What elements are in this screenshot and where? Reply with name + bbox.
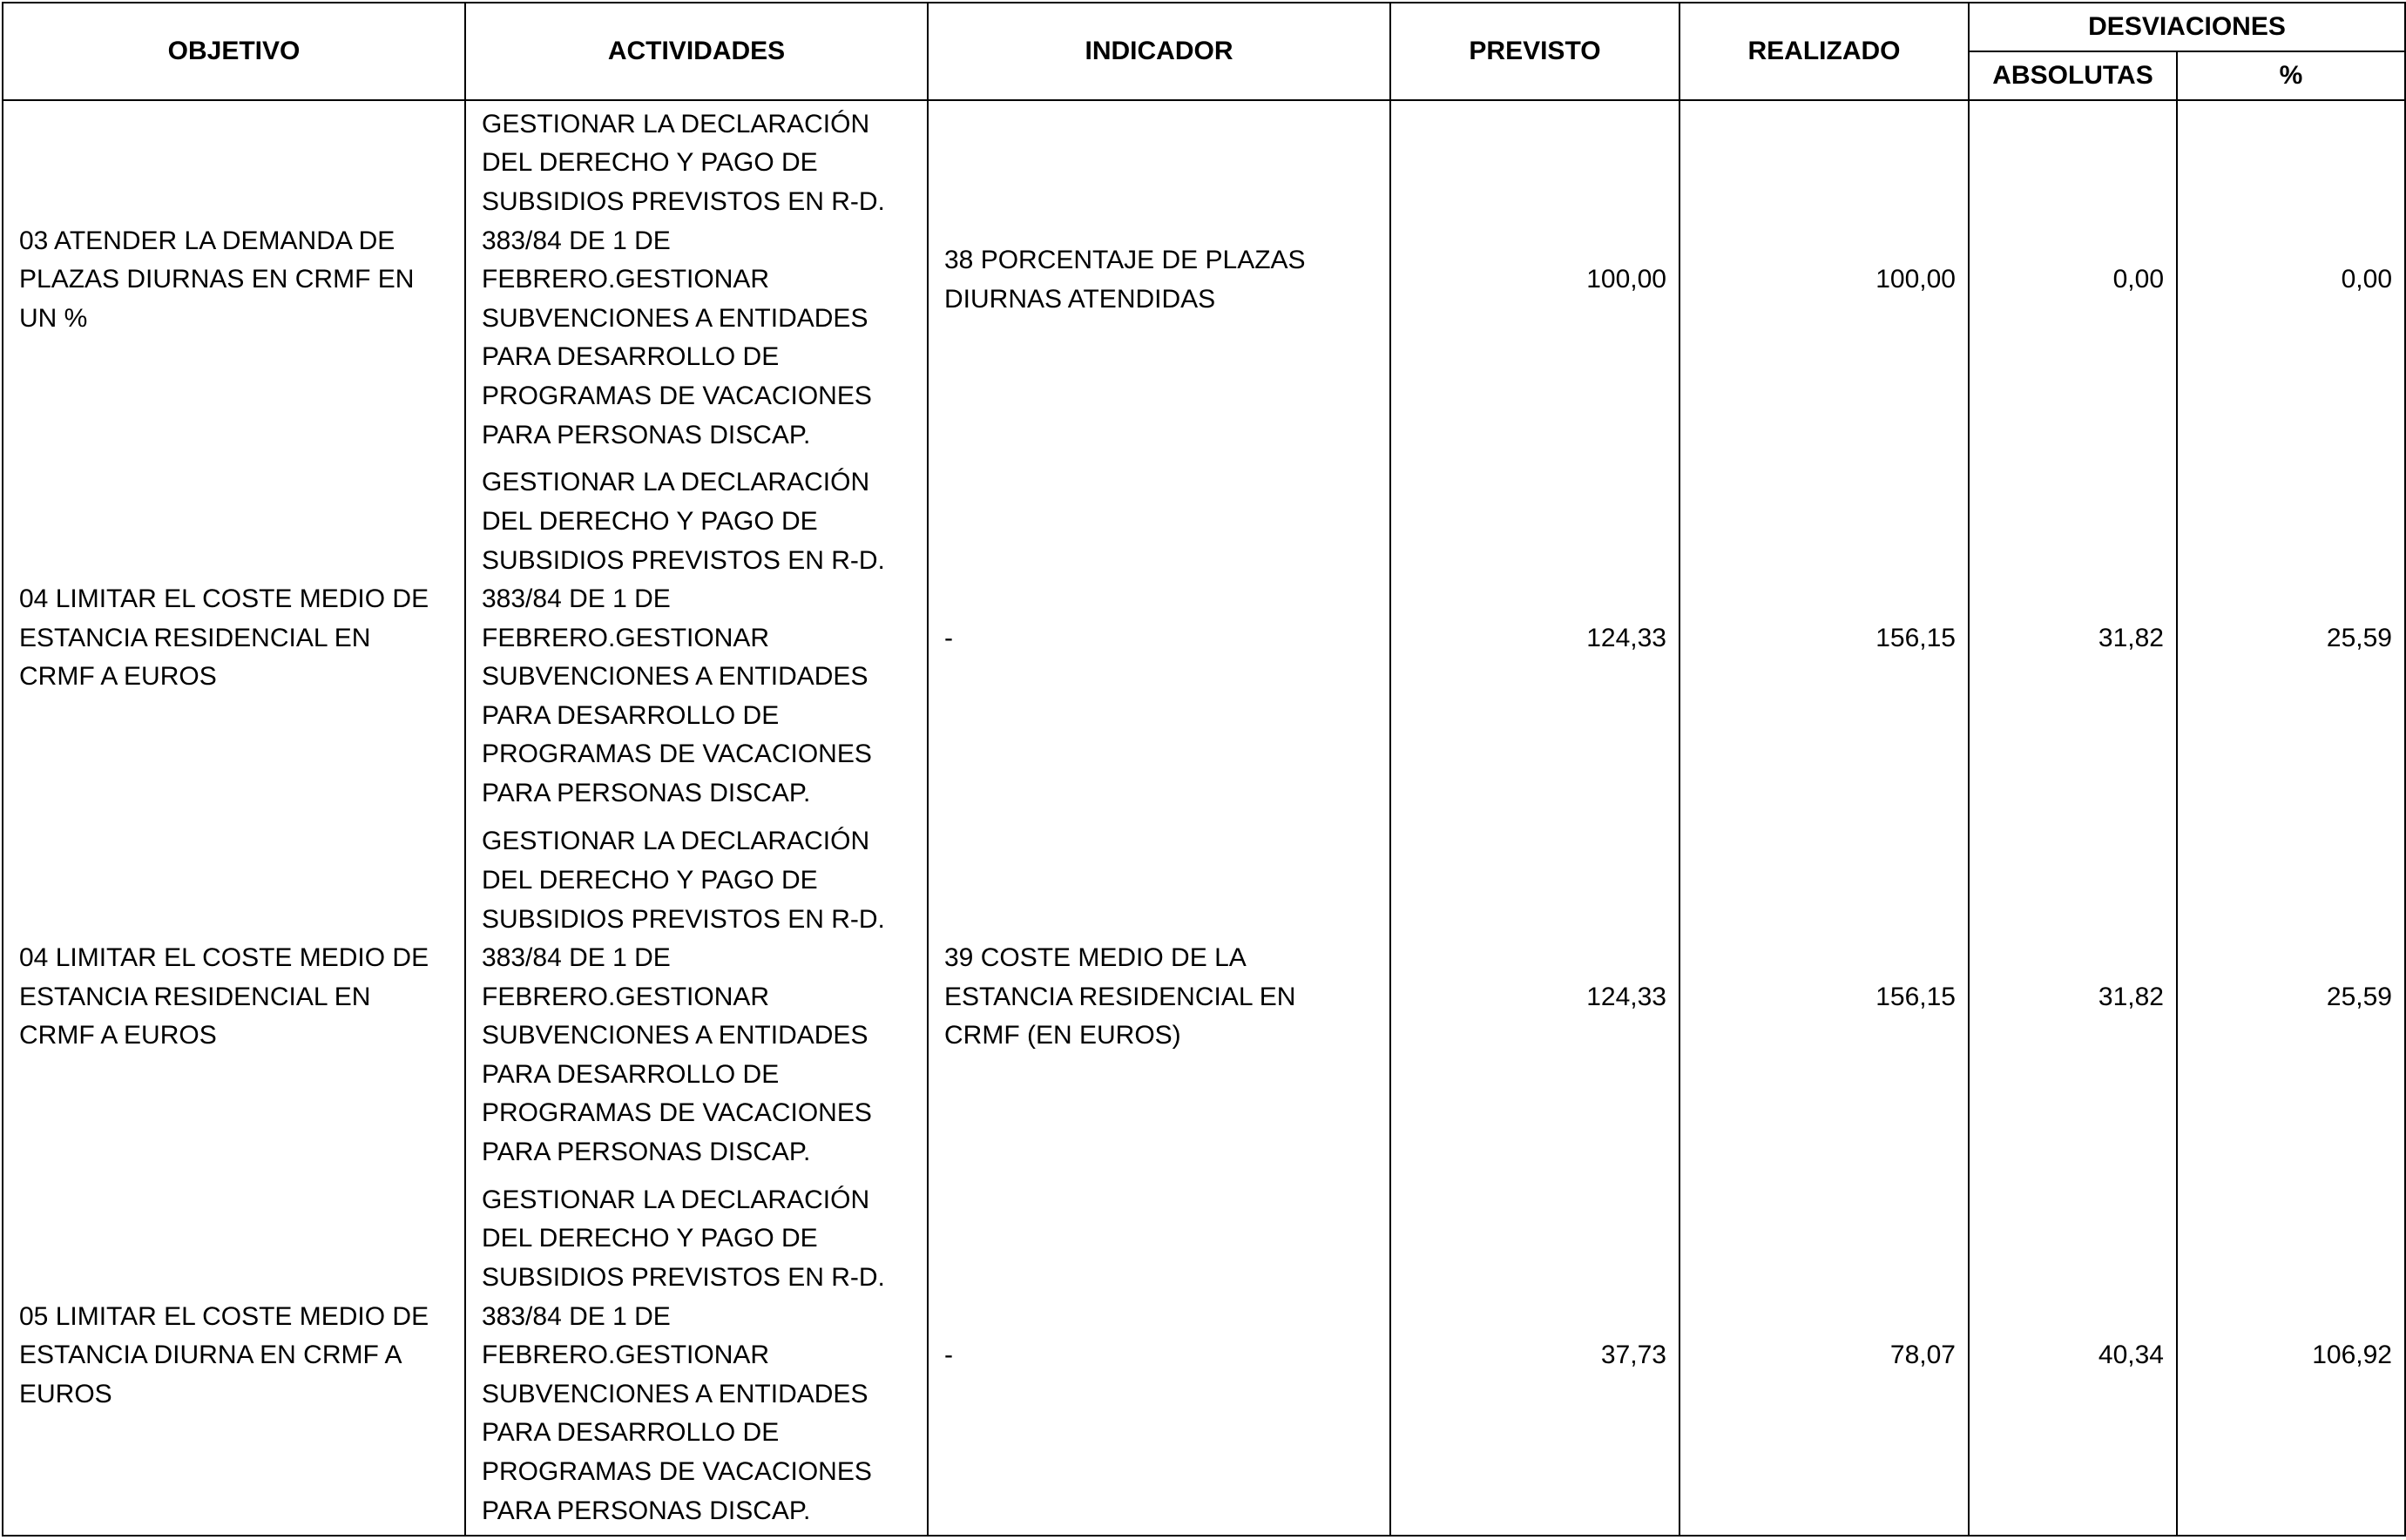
header-realizado: REALIZADO xyxy=(1679,3,1969,100)
cell-actividades: GESTIONAR LA DECLARACIÓN DEL DERECHO Y PAGO DE SUBSIDIOS PREVISTOS EN R-D. 383/84 DE 1 DE FEBRERO.GESTIONAR SUBVENCIONES A ENTIDADES PARA DESARROLLO DE PROGRAMAS DE VACACIONES PARA PERSONAS DISCAP. xyxy=(465,1177,928,1536)
header-indicador: INDICADOR xyxy=(928,3,1390,100)
cell-objetivo: 05 LIMITAR EL COSTE MEDIO DE ESTANCIA DIURNA EN CRMF A EUROS xyxy=(3,1177,465,1536)
cell-previsto: 37,73 xyxy=(1390,1177,1679,1536)
header-porcentaje: % xyxy=(2177,51,2405,100)
cell-absolutas: 31,82 xyxy=(1969,459,2177,818)
header-row xyxy=(3,3,2405,51)
cell-indicador: - xyxy=(928,1177,1390,1536)
cell-indicador: 38 PORCENTAJE DE PLAZAS DIURNAS ATENDIDAS xyxy=(928,100,1390,459)
cell-porcentaje: 25,59 xyxy=(2177,459,2405,818)
cell-indicador: 39 COSTE MEDIO DE LA ESTANCIA RESIDENCIAL EN CRMF (EN EUROS) xyxy=(928,818,1390,1177)
cell-objetivo: 03 ATENDER LA DEMANDA DE PLAZAS DIURNAS EN CRMF EN UN % xyxy=(3,100,465,459)
cell-previsto: 124,33 xyxy=(1390,459,1679,818)
cell-objetivo: 04 LIMITAR EL COSTE MEDIO DE ESTANCIA RESIDENCIAL EN CRMF A EUROS xyxy=(3,818,465,1177)
cell-absolutas: 40,34 xyxy=(1969,1177,2177,1536)
table-row xyxy=(3,459,2405,818)
header-objetivo: OBJETIVO xyxy=(3,3,465,100)
cell-absolutas: 0,00 xyxy=(1969,100,2177,459)
cell-absolutas: 31,82 xyxy=(1969,818,2177,1177)
cell-realizado: 78,07 xyxy=(1679,1177,1969,1536)
table-row xyxy=(3,100,2405,459)
cell-actividades: GESTIONAR LA DECLARACIÓN DEL DERECHO Y PAGO DE SUBSIDIOS PREVISTOS EN R-D. 383/84 DE 1 DE FEBRERO.GESTIONAR SUBVENCIONES A ENTIDADES PARA DESARROLLO DE PROGRAMAS DE VACACIONES PARA PERSONAS DISCAP. xyxy=(465,459,928,818)
cell-previsto: 100,00 xyxy=(1390,100,1679,459)
cell-porcentaje: 0,00 xyxy=(2177,100,2405,459)
objectives-table xyxy=(2,2,2406,1537)
cell-objetivo: 04 LIMITAR EL COSTE MEDIO DE ESTANCIA RESIDENCIAL EN CRMF A EUROS xyxy=(3,459,465,818)
cell-porcentaje: 106,92 xyxy=(2177,1177,2405,1536)
cell-porcentaje: 25,59 xyxy=(2177,818,2405,1177)
header-actividades: ACTIVIDADES xyxy=(465,3,928,100)
header-previsto: PREVISTO xyxy=(1390,3,1679,100)
cell-indicador: - xyxy=(928,459,1390,818)
header-desviaciones: DESVIACIONES xyxy=(1969,3,2405,51)
table-row xyxy=(3,1177,2405,1536)
cell-realizado: 156,15 xyxy=(1679,459,1969,818)
cell-actividades: GESTIONAR LA DECLARACIÓN DEL DERECHO Y PAGO DE SUBSIDIOS PREVISTOS EN R-D. 383/84 DE 1 DE FEBRERO.GESTIONAR SUBVENCIONES A ENTIDADES PARA DESARROLLO DE PROGRAMAS DE VACACIONES PARA PERSONAS DISCAP. xyxy=(465,818,928,1177)
header-absolutas: ABSOLUTAS xyxy=(1969,51,2177,100)
cell-actividades: GESTIONAR LA DECLARACIÓN DEL DERECHO Y PAGO DE SUBSIDIOS PREVISTOS EN R-D. 383/84 DE 1 DE FEBRERO.GESTIONAR SUBVENCIONES A ENTIDADES PARA DESARROLLO DE PROGRAMAS DE VACACIONES PARA PERSONAS DISCAP. xyxy=(465,100,928,459)
cell-realizado: 100,00 xyxy=(1679,100,1969,459)
cell-previsto: 124,33 xyxy=(1390,818,1679,1177)
cell-realizado: 156,15 xyxy=(1679,818,1969,1177)
table-row xyxy=(3,818,2405,1177)
